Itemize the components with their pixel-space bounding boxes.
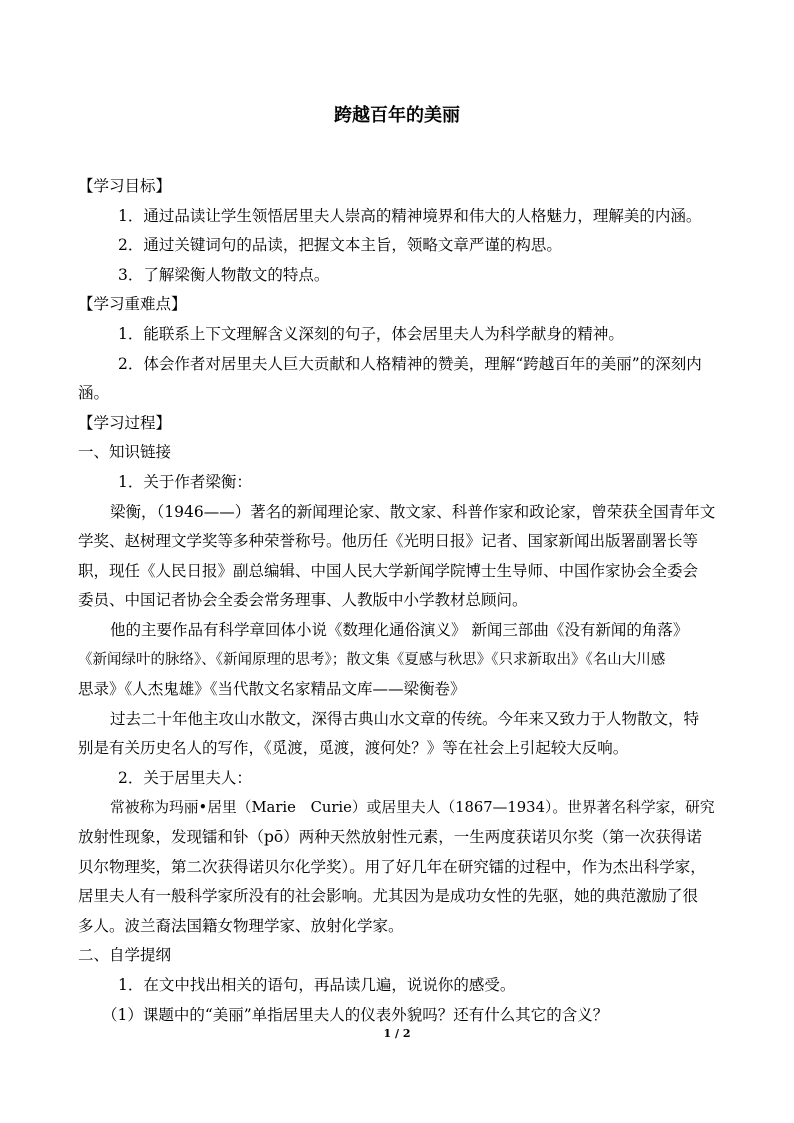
text-line: 居里夫人有一般科学家所没有的社会影响。尤其因为是成功女性的先驱，她的典范激励了很: [78, 887, 699, 906]
text-line: 职，现任《人民日报》副总编辑、中国人民大学新闻学院博士生导师、中国作家协会全委会: [78, 561, 699, 580]
text-line: 过去二十年他主攻山水散文，深得古典山水文章的传统。今年来又致力于人物散文，特: [110, 709, 700, 728]
text-line: 思录》《人杰鬼雄》《当代散文名家精品文库——梁衡卷》: [78, 680, 466, 699]
text-line: 常被称为玛丽•居里（Marie Curie）或居里夫人（1867—1934）。世界著名科学家，研究: [110, 799, 715, 817]
document-body: [78, 172, 718, 1030]
text-line: 贝尔物理奖，第二次获得诺贝尔化学奖）。用了好几年在研究镭的过程中，作为杰出科学家，: [78, 857, 706, 876]
subheading-about-curie: 2．关于居里夫人：: [118, 768, 252, 787]
text-line: 他的主要作品有科学章回体小说《数理化通俗演义》 新闻三部曲《没有新闻的角落》: [110, 620, 689, 639]
text-line: 学奖、赵树理文学奖等多种荣誉称号。他历任《光明日报》记者、国家新闻出版署副署长等: [78, 532, 699, 551]
subheading-self-study: 二、自学提纲: [78, 946, 172, 965]
study-question: （1）课题中的“美丽”单指居里夫人的仪表外貌吗？还有什么其它的含义？: [102, 1005, 609, 1024]
key-point-item: 2．体会作者对居里夫人巨大贡献和人格精神的赞美，理解“跨越百年的美丽”的深刻内: [118, 354, 702, 373]
objective-item: 1．通过品读让学生领悟居里夫人崇高的精神境界和伟大的人格魅力，理解美的内涵。: [118, 206, 702, 225]
study-item: 1．在文中找出相关的语句，再品读几遍，说说你的感受。: [118, 976, 516, 995]
section-heading-process: 【学习过程】: [78, 413, 172, 432]
subheading-about-author: 1．关于作者梁衡：: [118, 472, 252, 491]
section-heading-objectives: 【学习目标】: [78, 177, 172, 195]
text-line: 别是有关历史名人的写作，《觅渡，觅渡，渡何处？》等在社会上引起较大反响。: [78, 739, 629, 758]
document-title: 跨越百年的美丽: [334, 105, 460, 126]
subheading-knowledge-link: 一、知识链接: [78, 443, 172, 462]
objective-item: 2．通过关键词句的品读，把握文本主旨，领略文章严谨的构思。: [118, 236, 562, 255]
text-line: 委员、中国记者协会全委会常务理事、人教版中小学教材总顾问。: [78, 591, 528, 610]
text-line: 《新闻绿叶的脉络》、《新闻原理的思考》；散文集《夏感与秋思》《只求新取出》《名山大川感: [78, 651, 666, 668]
key-point-item: 1．能联系上下文理解含义深刻的句子，体会居里夫人为科学献身的精神。: [118, 324, 624, 343]
section-heading-key-points: 【学习重难点】: [78, 295, 187, 314]
objective-item: 3．了解梁衡人物散文的特点。: [118, 265, 330, 284]
text-line: 梁衡，（1946——）著名的新闻理论家、散文家、科普作家和政论家，曾荣获全国青年文: [110, 502, 716, 521]
text-line: 放射性现象，发现镭和钋（pō）两种天然放射性元素，一生两度获诺贝尔奖（第一次获得诺: [78, 828, 702, 847]
text-line: 涵。: [78, 384, 110, 403]
page-number: 1 / 2: [383, 1027, 411, 1040]
text-line: 多人。波兰裔法国籍女物理学家、放射化学家。: [78, 916, 404, 935]
